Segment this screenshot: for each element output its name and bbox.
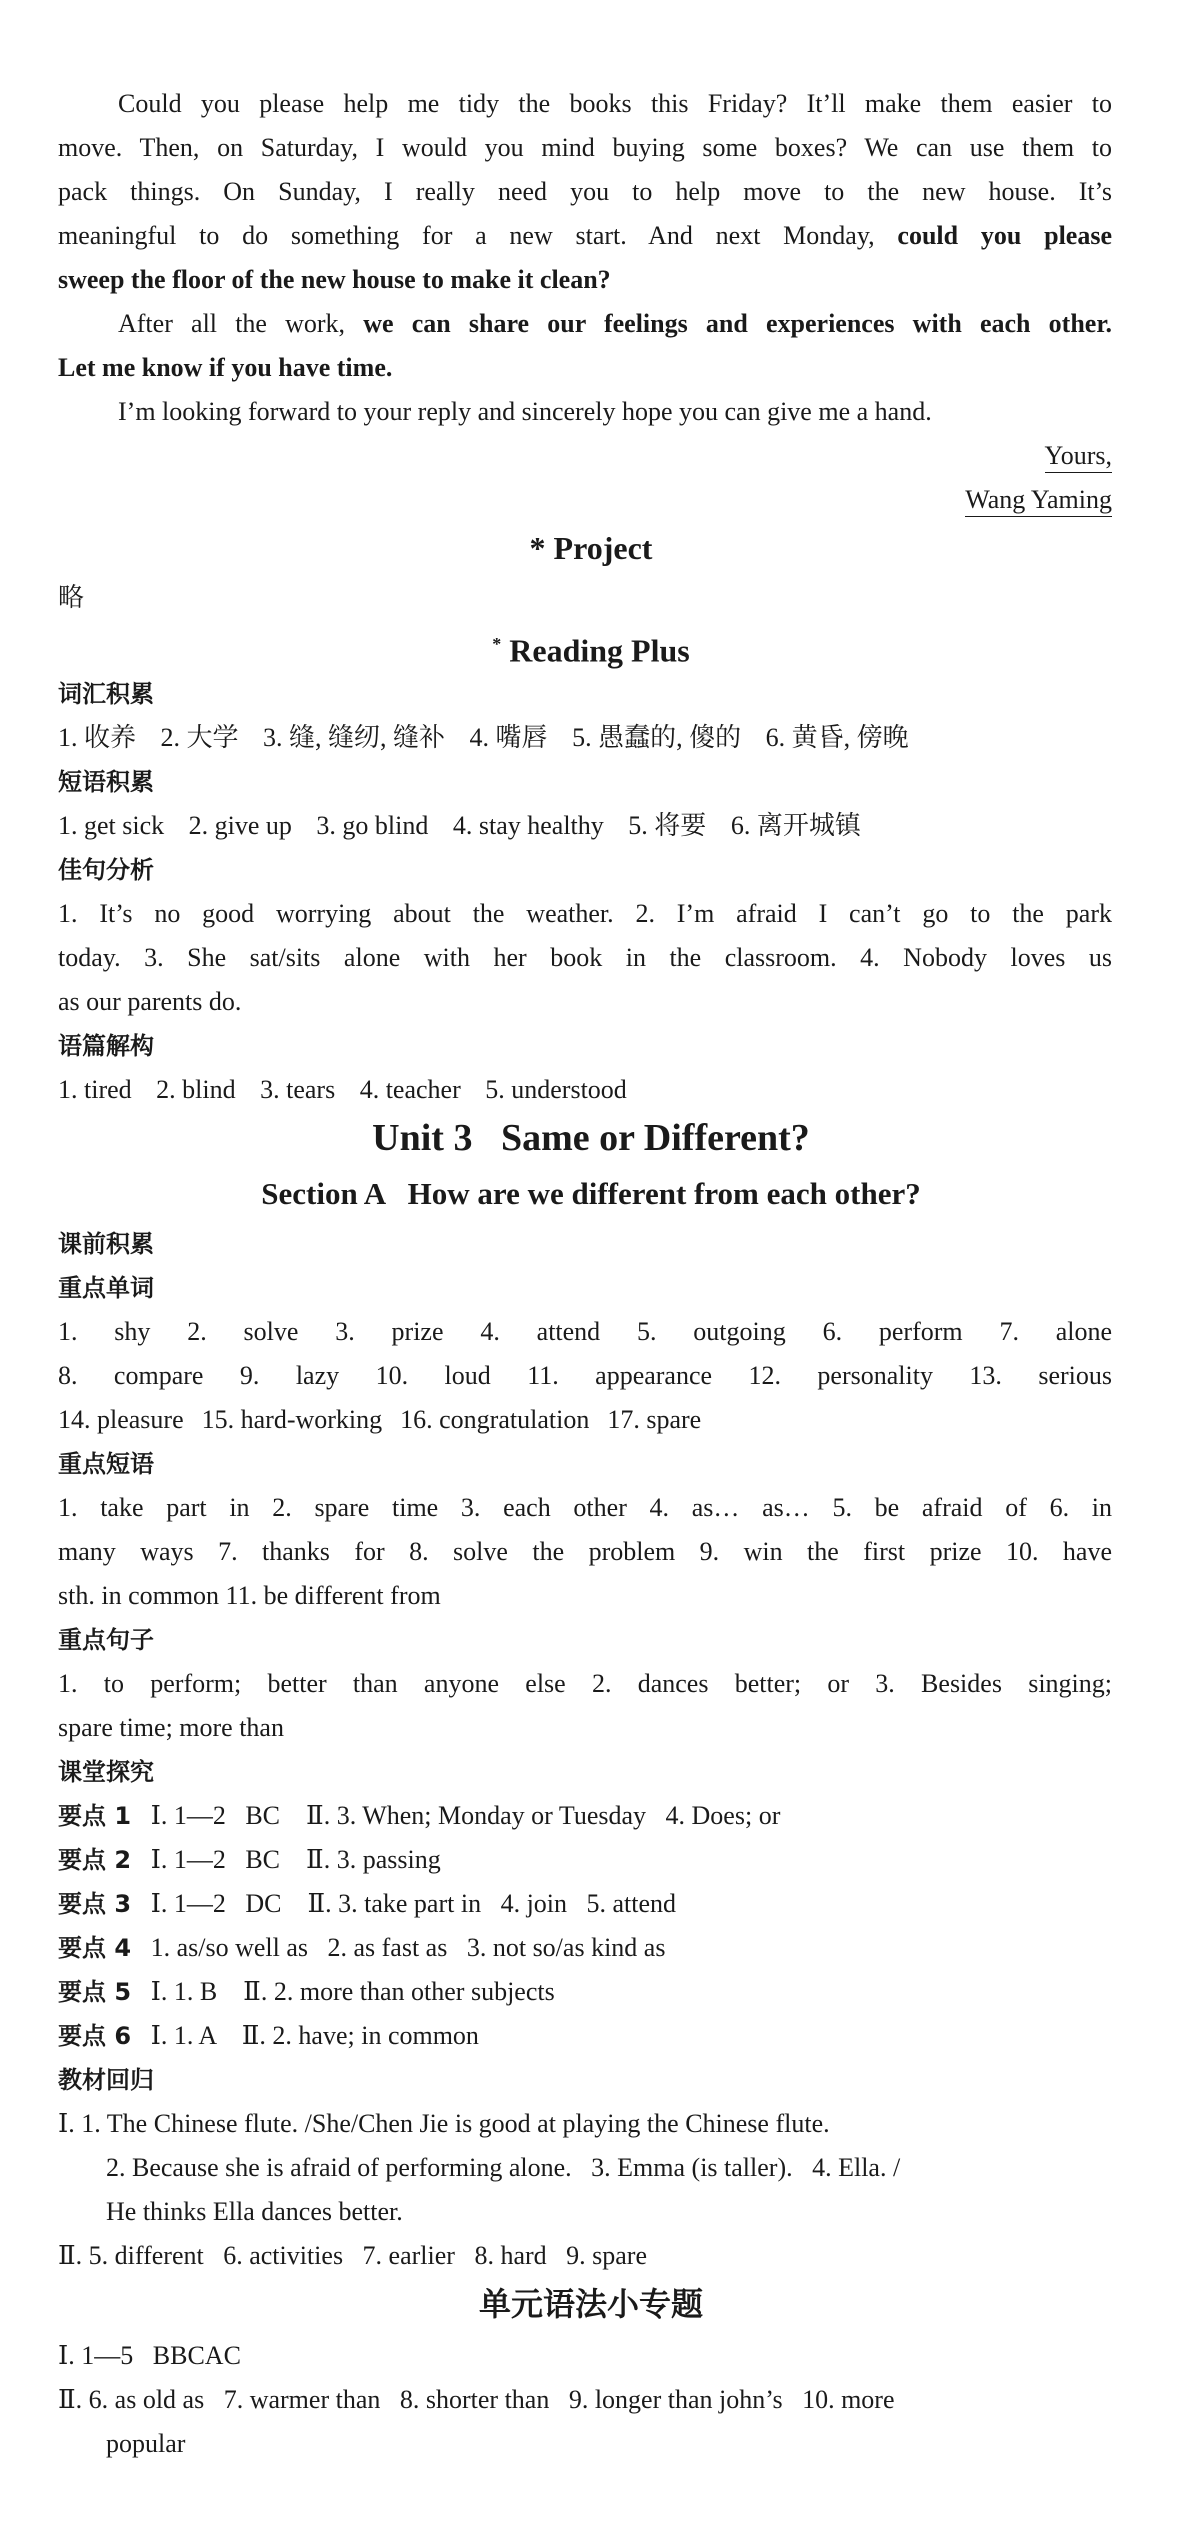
structure-item: 5. understood xyxy=(485,1075,627,1104)
key-phrases-line: many ways 7. thanks for 8. solve the problem 9. win the first prize 10. have xyxy=(58,1537,1112,1566)
letter-signature: Wang Yaming xyxy=(58,478,1112,522)
phrase-item: 1. get sick xyxy=(58,811,165,840)
textbook-review-heading: 教材回归 xyxy=(58,2066,154,2094)
vocab-item: 5. 愚蠢的, 傻的 xyxy=(572,723,742,752)
structure-item: 2. blind xyxy=(156,1075,236,1104)
key-phrases-line: sth. in common 11. be different from xyxy=(58,1581,441,1610)
letter-line: pack things. On Sunday, I really need you to help move to the new house. It’s xyxy=(58,177,1112,206)
unit-title: Unit 3 Same or Different? xyxy=(372,1117,810,1159)
key-point-row: 要点 4 1. as/so well as 2. as fast as 3. not so/as kind as xyxy=(58,1933,666,1962)
project-body: 略 xyxy=(58,583,85,612)
structure-list xyxy=(58,1068,1112,1112)
sentence-line: 1. It’s no good worrying about the weather. 2. I’m afraid I can’t go to the park xyxy=(58,899,1112,928)
grammar-line: Ⅱ. 6. as old as 7. warmer than 8. shorter than 9. longer than john’s 10. more xyxy=(58,2385,895,2414)
phrase-list xyxy=(58,804,1112,848)
letter-line: move. Then, on Saturday, I would you mind buying some boxes? We can use them to xyxy=(58,133,1112,162)
sentence-line: today. 3. She sat/sits alone with her book in the classroom. 4. Nobody loves us xyxy=(58,943,1112,972)
key-phrases-line: 1. take part in 2. spare time 3. each other 4. as… as… 5. be afraid of 6. in xyxy=(58,1493,1112,1522)
letter-line: After all the work, we can share our feelings and experiences with each other. xyxy=(118,309,1112,338)
key-point-row: 要点 6 Ⅰ. 1. A Ⅱ. 2. have; in common xyxy=(58,2021,479,2050)
structure-item: 4. teacher xyxy=(359,1075,461,1104)
vocab-list xyxy=(58,716,1112,760)
reading-plus-title: * Reading Plus xyxy=(492,632,690,669)
letter-line: Let me know if you have time. xyxy=(58,353,393,382)
letter-line: sweep the floor of the new house to make it clean? xyxy=(58,265,611,294)
letter-line: Could you please help me tidy the books this Friday? It’ll make them easier to xyxy=(118,89,1112,118)
class-explore-heading: 课堂探究 xyxy=(58,1758,154,1786)
grammar-title: 单元语法小专题 xyxy=(478,2285,703,2323)
key-point-row: 要点 1 Ⅰ. 1—2 BC Ⅱ. 3. When; Monday or Tuesday 4. Does; or xyxy=(58,1801,781,1830)
letter-closing: Yours, xyxy=(58,434,1112,478)
key-sentences-heading: 重点句子 xyxy=(58,1626,154,1654)
key-point-row: 要点 5 Ⅰ. 1. B Ⅱ. 2. more than other subjects xyxy=(58,1977,555,2006)
letter-line: I’m looking forward to your reply and sincerely hope you can give me a hand. xyxy=(118,397,932,426)
phrase-item: 3. go blind xyxy=(316,811,429,840)
vocab-item: 1. 收养 xyxy=(58,723,137,752)
key-sentences-line: spare time; more than xyxy=(58,1713,284,1742)
review-line: He thinks Ella dances better. xyxy=(106,2197,403,2226)
structure-item: 1. tired xyxy=(58,1075,132,1104)
structure-heading: 语篇解构 xyxy=(58,1032,154,1060)
phrase-item: 6. 离开城镇 xyxy=(730,811,861,840)
key-point-row: 要点 3 Ⅰ. 1—2 DC Ⅱ. 3. take part in 4. join 5. attend xyxy=(58,1889,677,1918)
key-words-heading: 重点单词 xyxy=(58,1274,154,1302)
key-phrases-heading: 重点短语 xyxy=(58,1450,154,1478)
vocab-item: 4. 嘴唇 xyxy=(469,723,548,752)
project-title: * Project xyxy=(529,530,653,566)
key-sentences-line: 1. to perform; better than anyone else 2. dances better; or 3. Besides singing; xyxy=(58,1669,1112,1698)
key-words-line: 1. shy 2. solve 3. prize 4. attend 5. outgoing 6. perform 7. alone xyxy=(58,1317,1113,1346)
review-line: Ⅰ. 1. The Chinese flute. /She/Chen Jie is good at playing the Chinese flute. xyxy=(58,2109,830,2138)
phrase-item: 2. give up xyxy=(188,811,292,840)
grammar-line: Ⅰ. 1—5 BBCAC xyxy=(58,2341,241,2370)
vocab-heading: 词汇积累 xyxy=(58,680,154,708)
key-point-row: 要点 2 Ⅰ. 1—2 BC Ⅱ. 3. passing xyxy=(58,1845,441,1874)
vocab-item: 2. 大学 xyxy=(160,723,239,752)
section-title: Section A How are we different from each other? xyxy=(261,1176,921,1211)
phrase-item: 4. stay healthy xyxy=(452,811,604,840)
phrase-item: 5. 将要 xyxy=(628,811,707,840)
pre-class-heading: 课前积累 xyxy=(58,1230,154,1258)
sentence-line: as our parents do. xyxy=(58,987,242,1016)
key-words-line: 14. pleasure 15. hard-working 16. congratulation 17. spare xyxy=(58,1405,702,1434)
phrase-heading: 短语积累 xyxy=(58,768,154,796)
vocab-item: 3. 缝, 缝纫, 缝补 xyxy=(263,723,446,752)
review-line: 2. Because she is afraid of performing alone. 3. Emma (is taller). 4. Ella. / xyxy=(106,2153,901,2182)
vocab-item: 6. 黄昏, 傍晚 xyxy=(765,723,909,752)
letter-line: meaningful to do something for a new start. And next Monday, could you please xyxy=(58,221,1112,250)
sentence-heading: 佳句分析 xyxy=(58,856,154,884)
structure-item: 3. tears xyxy=(260,1075,336,1104)
key-words-line: 8. compare 9. lazy 10. loud 11. appearance 12. personality 13. serious xyxy=(58,1361,1113,1390)
review-line: Ⅱ. 5. different 6. activities 7. earlier 8. hard 9. spare xyxy=(58,2241,647,2270)
grammar-line: popular xyxy=(106,2429,186,2458)
